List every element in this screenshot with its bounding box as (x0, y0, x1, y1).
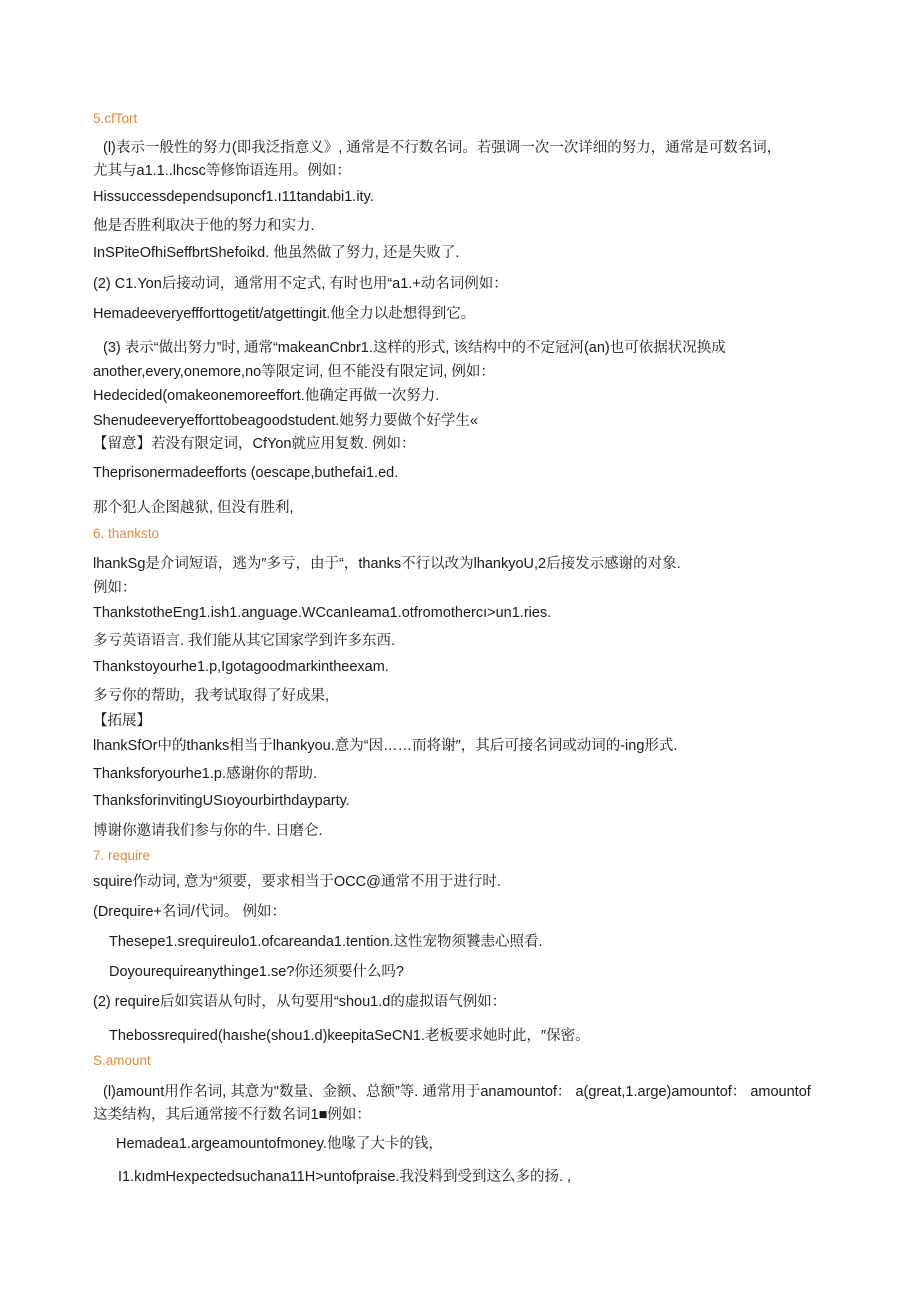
section-heading-effort: 5.cfTort (93, 111, 138, 126)
example-sentence: ThankstotheEng1.ish1.anguage.WCcanIeama1.otfromothercı>un1.ries. (93, 605, 552, 621)
note-line: 【留意】若没有限定词，CfYon就应用复数. 例如： (93, 436, 416, 452)
paragraph-line: (2) require后如宾语从句时，从句要用“shou1.d的虚拟语气例如： (93, 994, 507, 1010)
example-sentence: Thanksforyourhe1.p.感谢你的帮助. (93, 766, 318, 782)
example-sentence: Shenudeeveryefforttobeagoodstudent.她努力要做个好学生« (93, 413, 478, 429)
paragraph-line: squire作动词, 意为“须要，要求相当于OCC@通常不用于进行时. (93, 874, 501, 890)
paragraph-line: lhankSfOr中的thanks相当于lhankyou.意为“因……而将谢″，其后可接名词或动词的-ing形式. (93, 738, 678, 754)
example-translation: 博谢你邀请我们参与你的牛. 日磨仑. (93, 823, 323, 839)
paragraph-line: another,every,onemore,no等限定词, 但不能没有限定词, 例如： (93, 364, 495, 380)
paragraph-line: (Drequire+名词/代词。 例如： (93, 904, 286, 920)
example-translation: 他是否胜利取决于他的努力和实力. (93, 218, 315, 234)
example-sentence: Hissuccessdependsuponcf1.ı11tandabi1.ity. (93, 189, 374, 205)
paragraph-line: (3) 表示“做出努力”时, 通常“makeanCnbr1.这样的形式, 该结构中的不定冠河(an)也可依据状况换成 (103, 340, 726, 356)
paragraph-line: (l)表示一般性的努力(即我泛指意义》, 通常是不行数名词。若强调一次一次详细的努力，通常是可数名词， (103, 140, 782, 156)
section-heading-require: 7. require (93, 848, 151, 863)
example-sentence: Hemadeeveryeffforttogetit/atgettingit.他全力以赴想得到它。 (93, 306, 476, 322)
example-translation: 多亏英语语言. 我们能从其它国家学到许多东西. (93, 633, 396, 649)
example-sentence: Hemadea1.argeamountofmoney.他喙了大卡的钱， (116, 1136, 443, 1152)
example-sentence: I1.kıdmHexpectedsuchana11H>untofpraise.我没料到受到这么多的扬. , (118, 1169, 572, 1185)
example-translation: 那个犯人企图越狱, 但没有胜利, (93, 500, 294, 516)
example-sentence: Thesepe1.srequireulo1.ofcareanda1.tention.这性宠物须饕恚心照看. (109, 934, 543, 950)
expansion-label: 【拓展】 (93, 713, 151, 729)
example-sentence: Doyourequireanythinge1.se?你还须要什么吗? (109, 964, 404, 980)
example-sentence: Hedecided(omakeonemoreeffort.他确定再做一次努力. (93, 388, 440, 404)
example-sentence: Thebossrequired(haıshe(shou1.d)keepitaSeCN1.老板要求她时此，″保密。 (109, 1028, 590, 1044)
example-sentence: Thankstoyourhe1.p,Igotagoodmarkintheexam. (93, 659, 389, 675)
paragraph-line: 这类结构，其后通常接不行数名词1■例如： (93, 1107, 371, 1123)
example-translation: 多亏你的帮助，我考试取得了好成果, (93, 688, 330, 704)
paragraph-line: (l)amount用作名词, 其意为"数量、金额、总额”等. 通常用于anamountof： a(great,1.arge)amountof： amountof (103, 1084, 811, 1100)
section-heading-amount: S.amount (93, 1053, 151, 1068)
example-sentence: InSPiteOfhiSeffbrtShefoikd. 他虽然做了努力, 还是失败了. (93, 245, 460, 261)
paragraph-line: (2) C1.Yon后接动词，通常用不定式, 有时也用“a1.+动名词例如： (93, 276, 508, 292)
paragraph-line: lhankSg是介词短语，逃为″多亏，由于“，thanks不行以改为lhankyoU,2后接发示感谢的对象. (93, 556, 681, 572)
paragraph-line: 例如： (93, 580, 137, 596)
paragraph-line: 尤其与a1.1..lhcsc等修饰语连用。例如： (93, 163, 351, 179)
section-heading-thanksto: 6. thanksto (93, 526, 160, 541)
example-sentence: Theprisonermadeefforts (oescape,buthefai1.ed. (93, 465, 399, 481)
example-sentence: ThanksforinvitingUSıoyourbirthdayparty. (93, 793, 350, 809)
